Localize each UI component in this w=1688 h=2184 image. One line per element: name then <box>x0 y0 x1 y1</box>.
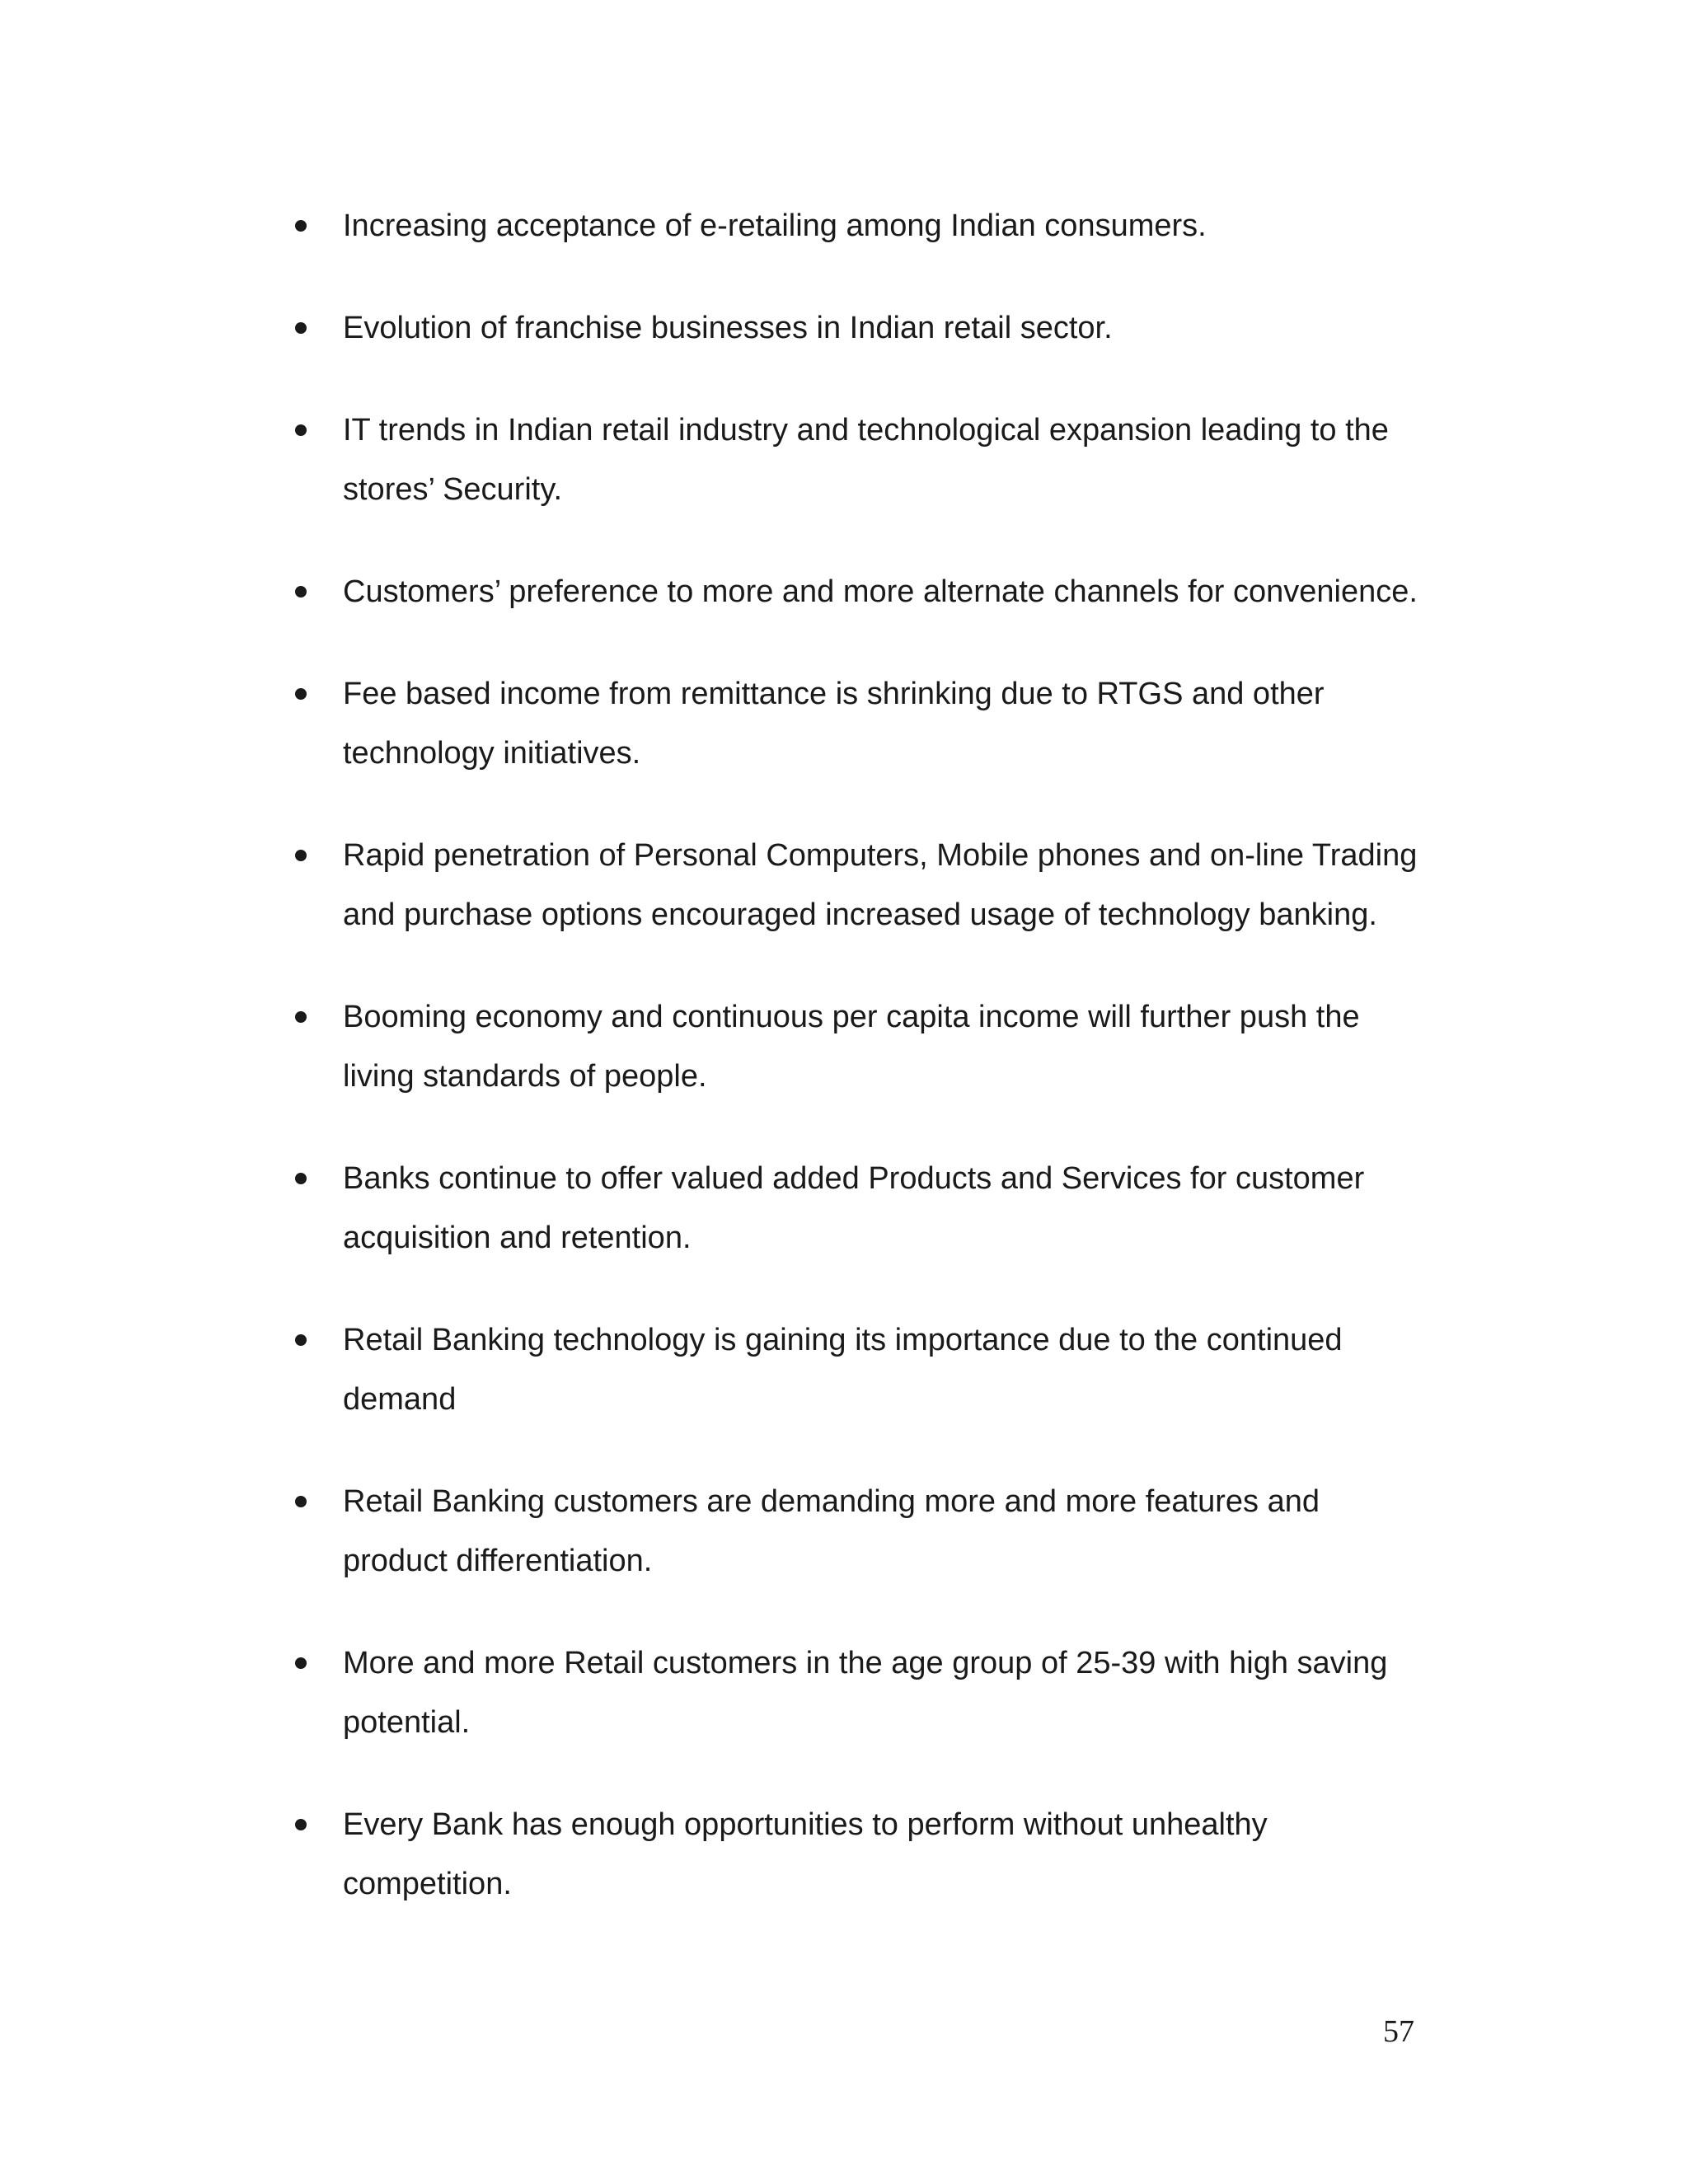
bullet-list <box>288 196 1426 1914</box>
bullet-icon <box>295 1657 307 1669</box>
list-item-text: Evolution of franchise businesses in Indian retail sector. <box>343 311 1113 345</box>
page-number: 57 <box>1383 2014 1414 2049</box>
list-item <box>288 562 1426 621</box>
list-item <box>288 1472 1426 1591</box>
list-item-text: Retail Banking technology is gaining its importance due to the continued demand <box>343 1323 1343 1417</box>
bullet-icon <box>295 322 307 334</box>
bullet-icon <box>295 1173 307 1184</box>
list-item-text: Increasing acceptance of e-retailing among Indian consumers. <box>343 209 1207 243</box>
list-item <box>288 298 1426 358</box>
list-item-text: More and more Retail customers in the age group of 25-39 with high saving potential. <box>343 1646 1388 1740</box>
bullet-icon <box>295 1496 307 1507</box>
list-item-text: Every Bank has enough opportunities to perform without unhealthy competition. <box>343 1807 1268 1901</box>
bullet-icon <box>295 688 307 700</box>
bullet-icon <box>295 850 307 861</box>
list-item-text: Retail Banking customers are demanding more and more features and product differentiation. <box>343 1484 1320 1578</box>
list-item <box>288 664 1426 783</box>
bullet-icon <box>295 586 307 598</box>
list-item <box>288 401 1426 519</box>
bullet-icon <box>295 1011 307 1023</box>
list-item-text: IT trends in Indian retail industry and technological expansion leading to the stores’ Security. <box>343 413 1389 507</box>
list-item-text: Booming economy and continuous per capita income will further push the living standards of people. <box>343 1000 1360 1094</box>
bullet-icon <box>295 424 307 436</box>
list-item-text: Customers’ preference to more and more alternate channels for convenience. <box>343 574 1418 609</box>
list-item <box>288 987 1426 1106</box>
list-item-text: Banks continue to offer valued added Products and Services for customer acquisition and retention. <box>343 1161 1365 1255</box>
list-item <box>288 826 1426 944</box>
list-item <box>288 1149 1426 1268</box>
list-item-text: Rapid penetration of Personal Computers, Mobile phones and on-line Trading and purchase options encouraged increased usage of technology banking. <box>343 838 1418 932</box>
list-item <box>288 1633 1426 1752</box>
list-item-text: Fee based income from remittance is shrinking due to RTGS and other technology initiatives. <box>343 677 1325 771</box>
list-item <box>288 196 1426 255</box>
bullet-icon <box>295 1334 307 1346</box>
bullet-icon <box>295 220 307 232</box>
list-item <box>288 1795 1426 1914</box>
list-item <box>288 1310 1426 1429</box>
bullet-icon <box>295 1819 307 1830</box>
